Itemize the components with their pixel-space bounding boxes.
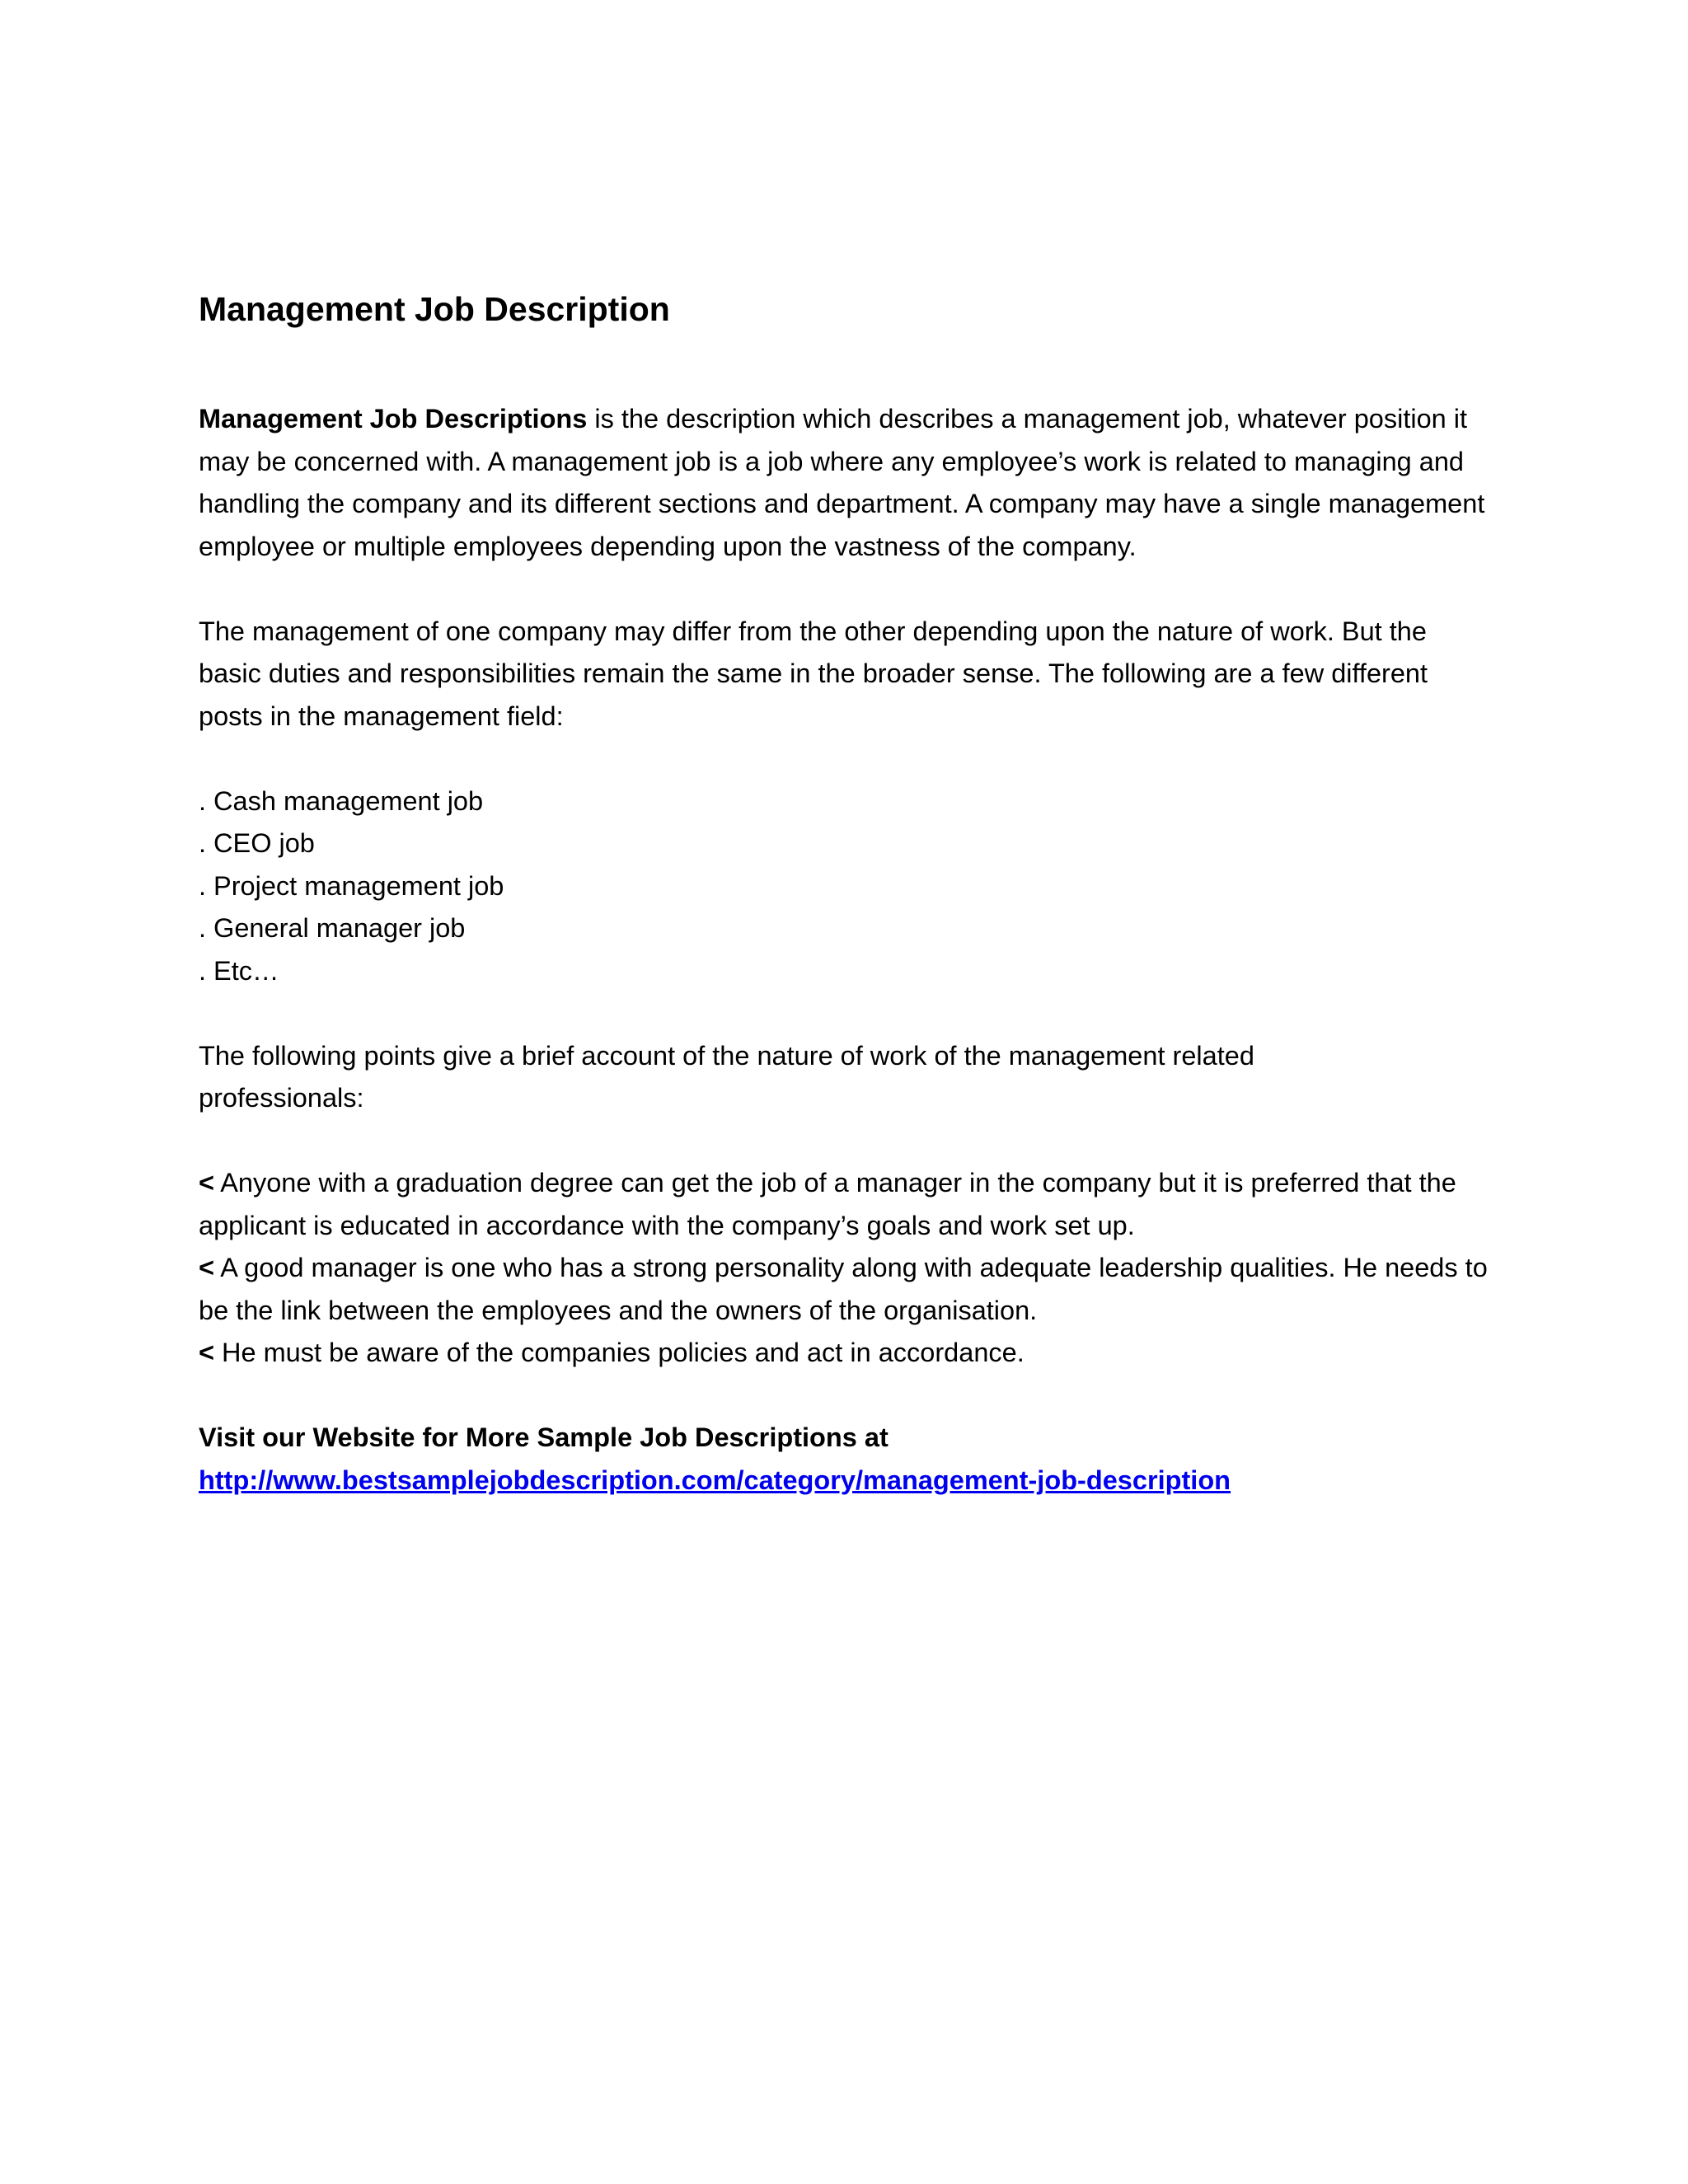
point-marker: < [199,1253,214,1282]
list-item: . Etc… [199,955,279,986]
intro-text: is the description which describes a management job, whatever position it may be concerned with. A management job is a job where any employee’s work is related to managing and handling the company and its different sections and department. A company may have a single management employee or multiple employees depending upon the vastness of the company. [199,404,1485,561]
point-marker: < [199,1338,214,1367]
footer-block [199,1417,1517,1502]
point-text: A good manager is one who has a strong personality along with adequate leadership qualities. He needs to be the link between the employees and the owners of the organisation. [199,1253,1488,1325]
point-item [199,1162,1509,1247]
posts-intro-paragraph: The management of one company may differ from the other depending upon the nature of work. But the basic duties and responsibilities remain the same in the broader sense. The following are a few different posts in the management field: [199,616,1428,731]
page-title: Management Job Description [199,290,670,328]
list-item: . Cash management job [199,785,484,816]
point-text: Anyone with a graduation degree can get the job of a manager in the company but it is preferred that the applicant is educated in accordance with the company’s goals and work set up. [199,1168,1456,1240]
point-marker: < [199,1168,214,1197]
website-link[interactable]: http://www.bestsamplejobdescription.com/category/management-job-description [199,1465,1231,1495]
point-text: He must be aware of the companies policies and act in accordance. [213,1338,1025,1367]
list-item: . CEO job [199,828,315,858]
list-item: . General manager job [199,913,466,943]
intro-lead: Management Job Descriptions [199,404,588,434]
point-item [199,1332,1509,1375]
point-item [199,1247,1509,1332]
points-intro-paragraph: The following points give a brief account of the nature of work of the management related professionals: [199,1040,1254,1113]
points-list [199,1162,1509,1375]
document-page [199,272,1517,1502]
intro-paragraph [199,398,1501,568]
list-item: . Project management job [199,870,504,901]
visit-text: Visit our Website for More Sample Job Descriptions at [199,1422,889,1452]
posts-list [199,780,1517,993]
